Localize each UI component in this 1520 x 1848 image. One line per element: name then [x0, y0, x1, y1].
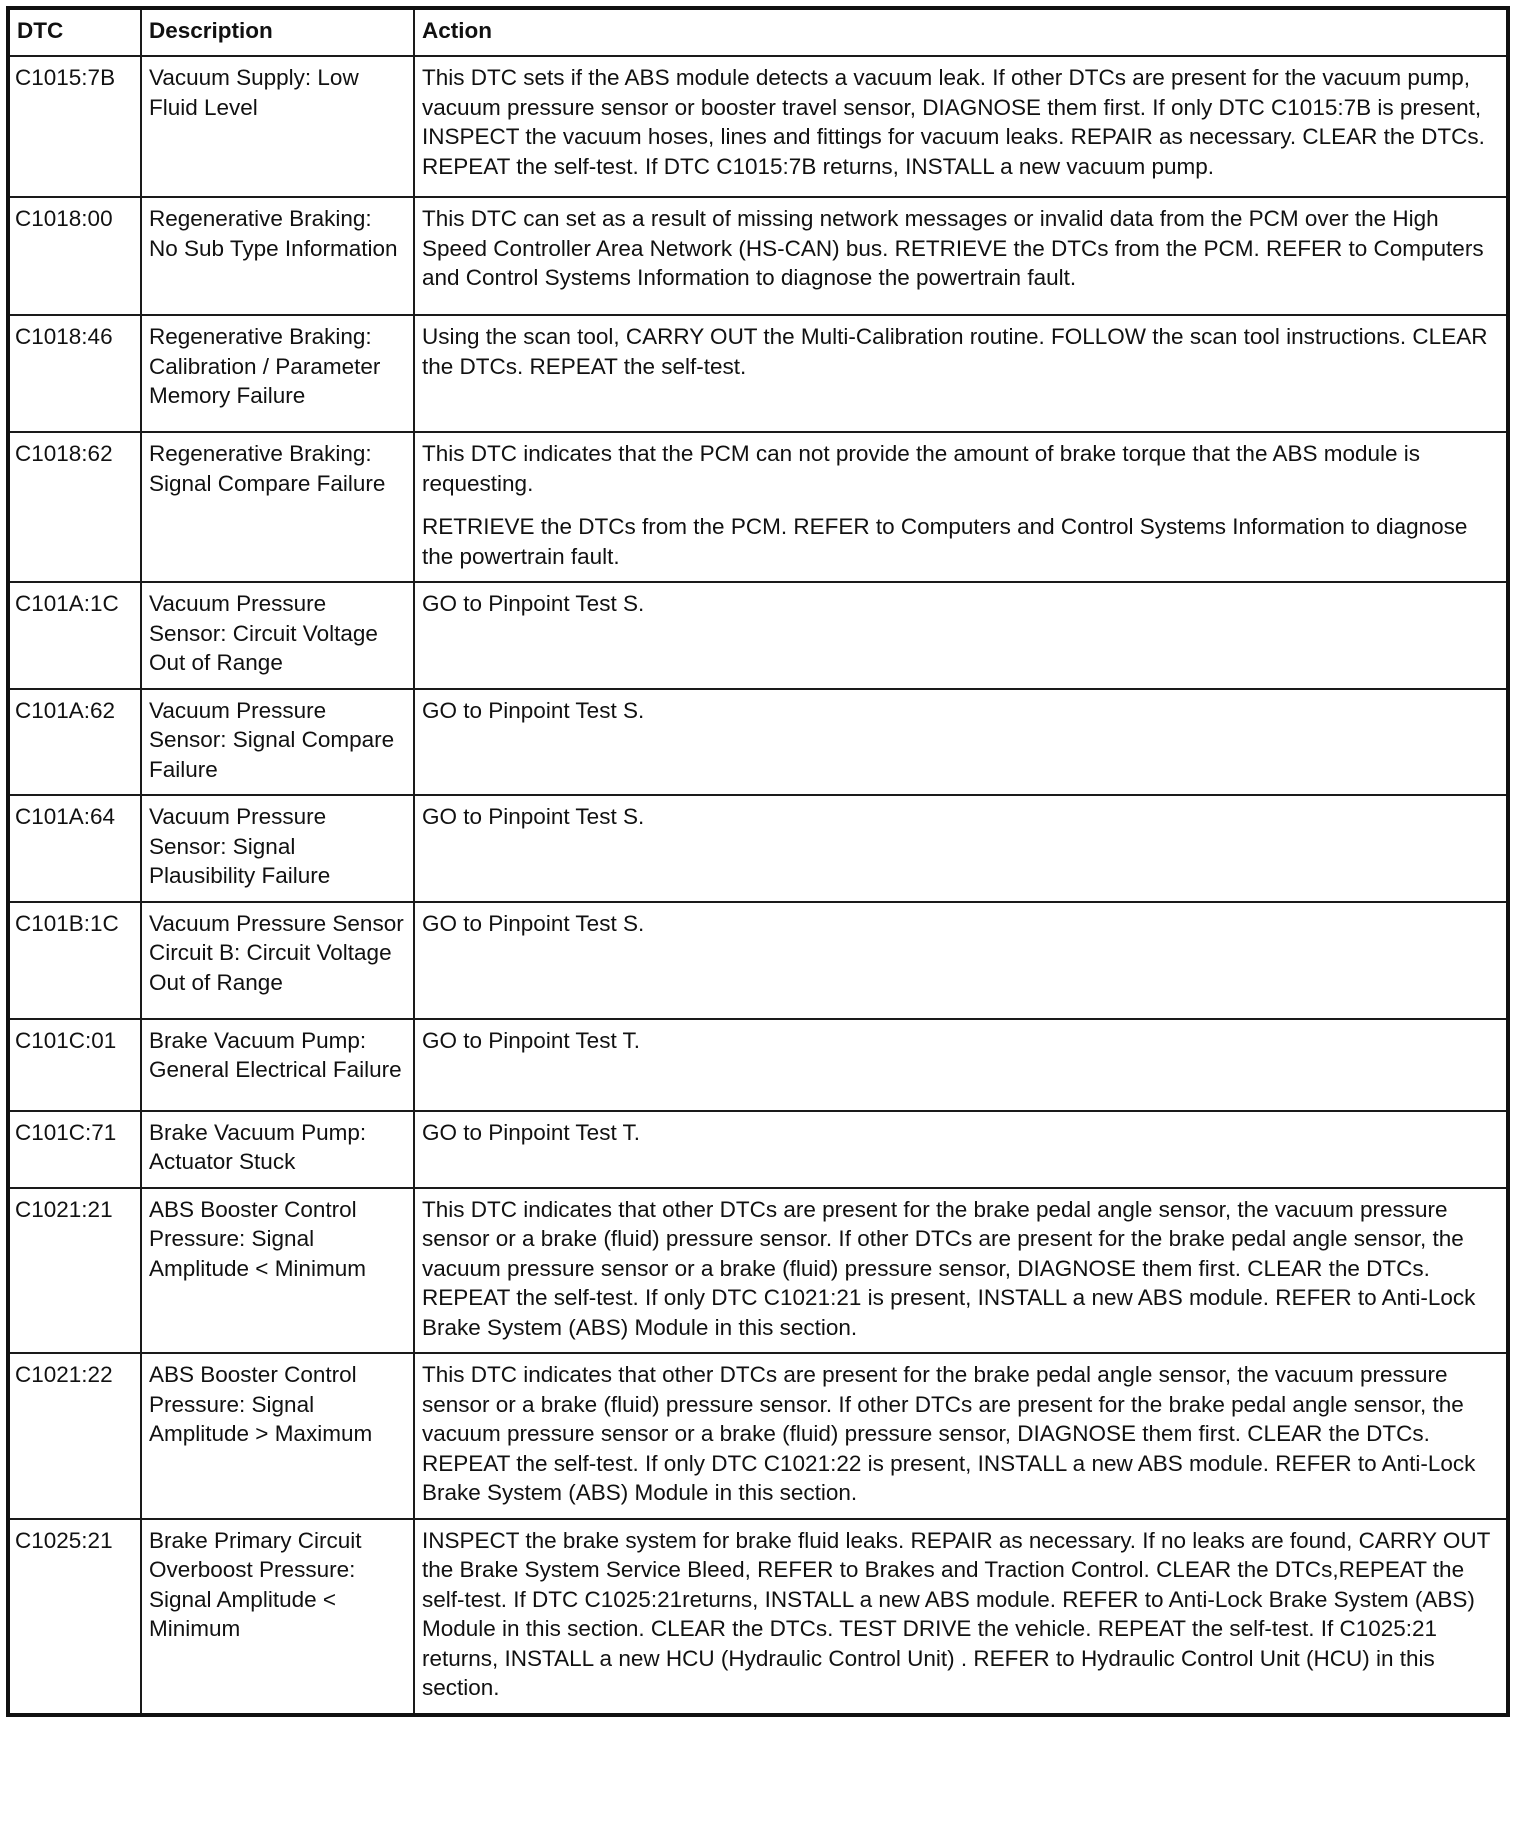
- action-paragraph: GO to Pinpoint Test T.: [422, 1119, 641, 1145]
- action-paragraph: GO to Pinpoint Test S.: [422, 697, 645, 723]
- table-row: [8, 902, 1508, 1019]
- dtc-code: C101A:62: [8, 689, 141, 796]
- table-row: [8, 1353, 1508, 1519]
- dtc-code: C101A:1C: [8, 582, 141, 689]
- dtc-action: [414, 689, 1508, 796]
- dtc-code: C101C:01: [8, 1019, 141, 1111]
- table-row: [8, 56, 1508, 197]
- dtc-code: C101C:71: [8, 1111, 141, 1188]
- dtc-description: Regenerative Braking: Signal Compare Failure: [141, 432, 414, 582]
- action-paragraph: Using the scan tool, CARRY OUT the Multi-Calibration routine. FOLLOW the scan tool instructions. CLEAR the DTCs. REPEAT the self-test.: [422, 324, 1488, 379]
- table-header-row: [8, 8, 1508, 56]
- table-row: [8, 197, 1508, 315]
- dtc-action: [414, 1519, 1508, 1715]
- table-row: [8, 1111, 1508, 1188]
- dtc-action: [414, 56, 1508, 197]
- action-paragraph: RETRIEVE the DTCs from the PCM. REFER to Computers and Control Systems Information to diagnose the powertrain fault.: [422, 514, 1468, 569]
- dtc-code: C1018:62: [8, 432, 141, 582]
- dtc-action: [414, 315, 1508, 432]
- table-row: [8, 1019, 1508, 1111]
- dtc-action: [414, 197, 1508, 315]
- dtc-action: [414, 432, 1508, 582]
- dtc-table: [6, 6, 1510, 1717]
- dtc-code: C1018:46: [8, 315, 141, 432]
- dtc-description: Regenerative Braking: Calibration / Parameter Memory Failure: [141, 315, 414, 432]
- dtc-code: C1025:21: [8, 1519, 141, 1715]
- action-paragraph: GO to Pinpoint Test T.: [422, 1027, 641, 1053]
- action-paragraph: This DTC indicates that other DTCs are present for the brake pedal angle sensor, the vacuum pressure sensor or a brake (fluid) pressure sensor. If other DTCs are present for the brake pedal angle sensor, the vacuum pressure sensor or a brake (fluid) pressure sensor, DIAGNOSE them first. CLEAR the DTCs. REPEAT the self-test. If only DTC C1021:21 is present, INSTALL a new ABS module. REFER to Anti-Lock Brake System (ABS) Module in this section.: [422, 1196, 1476, 1340]
- action-paragraph: This DTC indicates that the PCM can not provide the amount of brake torque that the ABS module is requesting.: [422, 441, 1421, 496]
- action-paragraph: This DTC can set as a result of missing network messages or invalid data from the PCM over the High Speed Controller Area Network (HS-CAN) bus. RETRIEVE the DTCs from the PCM. REFER to Computers and Control Systems Information to diagnose the powertrain fault.: [422, 206, 1484, 290]
- dtc-action: [414, 1353, 1508, 1519]
- action-paragraph: This DTC indicates that other DTCs are present for the brake pedal angle sensor, the vacuum pressure sensor or a brake (fluid) pressure sensor. If other DTCs are present for the brake pedal angle sensor, the vacuum pressure sensor or a brake (fluid) pressure sensor, DIAGNOSE them first. CLEAR the DTCs. REPEAT the self-test. If only DTC C1021:22 is present, INSTALL a new ABS module. REFER to Anti-Lock Brake System (ABS) Module in this section.: [422, 1362, 1476, 1505]
- header-action: Action: [414, 8, 1508, 56]
- dtc-code: C1021:21: [8, 1188, 141, 1354]
- dtc-action: [414, 582, 1508, 689]
- dtc-action: [414, 1019, 1508, 1111]
- dtc-code: C101A:64: [8, 795, 141, 902]
- dtc-code: C1015:7B: [8, 56, 141, 197]
- header-dtc: DTC: [8, 8, 141, 56]
- table-row: [8, 1188, 1508, 1354]
- dtc-code: C1018:00: [8, 197, 141, 315]
- dtc-action: [414, 1111, 1508, 1188]
- table-row: [8, 315, 1508, 432]
- table-row: [8, 1519, 1508, 1715]
- dtc-description: Brake Vacuum Pump: Actuator Stuck: [141, 1111, 414, 1188]
- dtc-action: [414, 1188, 1508, 1354]
- dtc-description: Regenerative Braking: No Sub Type Information: [141, 197, 414, 315]
- action-paragraph: This DTC sets if the ABS module detects a vacuum leak. If other DTCs are present for the vacuum pump, vacuum pressure sensor or booster travel sensor, DIAGNOSE them first. If only DTC C1015:7B is present, INSPECT the vacuum hoses, lines and fittings for vacuum leaks. REPAIR as necessary. CLEAR the DTCs. REPEAT the self-test. If DTC C1015:7B returns, INSTALL a new vacuum pump.: [422, 65, 1485, 179]
- dtc-action: [414, 902, 1508, 1019]
- table-row: [8, 795, 1508, 902]
- table-row: [8, 582, 1508, 689]
- dtc-code: C1021:22: [8, 1353, 141, 1519]
- dtc-description: Brake Vacuum Pump: General Electrical Failure: [141, 1019, 414, 1111]
- header-description: Description: [141, 8, 414, 56]
- dtc-action: [414, 795, 1508, 902]
- dtc-table-container: [6, 6, 1506, 1717]
- action-paragraph: GO to Pinpoint Test S.: [422, 910, 645, 936]
- dtc-description: ABS Booster Control Pressure: Signal Amplitude < Minimum: [141, 1188, 414, 1354]
- dtc-description: ABS Booster Control Pressure: Signal Amplitude > Maximum: [141, 1353, 414, 1519]
- table-row: [8, 689, 1508, 796]
- table-body: [8, 56, 1508, 1715]
- dtc-description: Vacuum Supply: Low Fluid Level: [141, 56, 414, 197]
- dtc-description: Brake Primary Circuit Overboost Pressure: Signal Amplitude < Minimum: [141, 1519, 414, 1715]
- dtc-description: Vacuum Pressure Sensor: Signal Plausibility Failure: [141, 795, 414, 902]
- action-paragraph: GO to Pinpoint Test S.: [422, 804, 645, 829]
- dtc-description: Vacuum Pressure Sensor: Circuit Voltage Out of Range: [141, 582, 414, 689]
- dtc-description: Vacuum Pressure Sensor: Signal Compare Failure: [141, 689, 414, 796]
- dtc-code: C101B:1C: [8, 902, 141, 1019]
- dtc-description: Vacuum Pressure Sensor Circuit B: Circuit Voltage Out of Range: [141, 902, 414, 1019]
- action-paragraph: INSPECT the brake system for brake fluid leaks. REPAIR as necessary. If no leaks are found, CARRY OUT the Brake System Service Bleed, REFER to Brakes and Traction Control. CLEAR the DTCs,REPEAT the self-test. If DTC C1025:21returns, INSTALL a new ABS module. REFER to Anti-Lock Brake System (ABS) Module in this section. CLEAR the DTCs. TEST DRIVE the vehicle. REPEAT the self-test. If C1025:21 returns, INSTALL a new HCU (Hydraulic Control Unit) . REFER to Hydraulic Control Unit (HCU) in this section.: [422, 1527, 1490, 1700]
- action-paragraph: GO to Pinpoint Test S.: [422, 591, 645, 616]
- table-row: [8, 432, 1508, 582]
